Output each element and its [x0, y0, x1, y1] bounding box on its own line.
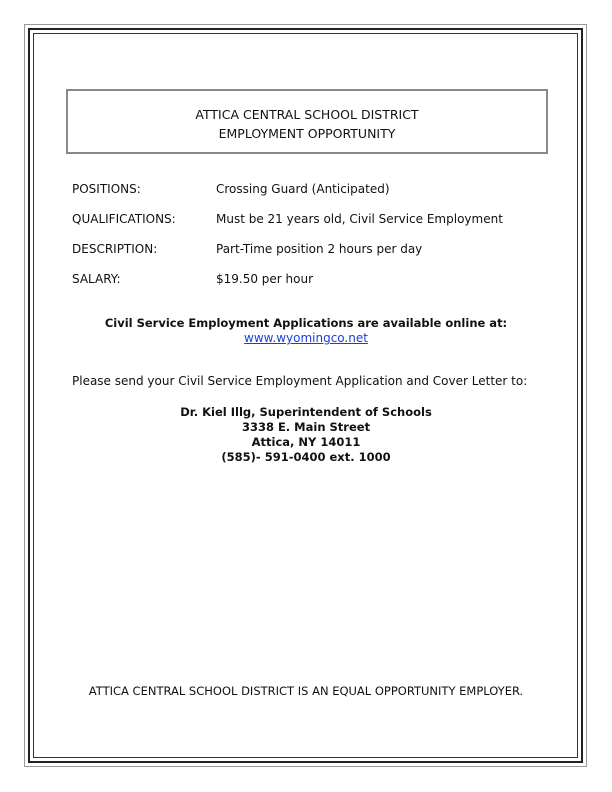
field-label: POSITIONS:: [72, 182, 141, 196]
field-value: Must be 21 years old, Civil Service Employment: [216, 212, 503, 226]
contact-name: Dr. Kiel Illg, Superintendent of Schools: [180, 405, 432, 419]
contact-phone: (585)- 591-0400 ext. 1000: [221, 450, 391, 464]
title-box: [66, 89, 548, 154]
contact-street: 3338 E. Main Street: [241, 420, 371, 434]
contact-city: Attica, NY 14011: [251, 435, 361, 449]
field-description: [72, 242, 423, 256]
title-line-2: EMPLOYMENT OPPORTUNITY: [218, 126, 396, 141]
field-positions: [72, 182, 390, 196]
field-label: DESCRIPTION:: [72, 242, 158, 256]
title-line-1: ATTICA CENTRAL SCHOOL DISTRICT: [195, 107, 419, 122]
field-salary: [72, 272, 314, 286]
field-label: SALARY:: [72, 272, 121, 286]
field-label: QUALIFICATIONS:: [72, 212, 176, 226]
eoe-footer: ATTICA CENTRAL SCHOOL DISTRICT IS AN EQUAL OPPORTUNITY EMPLOYER.: [88, 684, 524, 698]
field-value: Crossing Guard (Anticipated): [216, 182, 390, 196]
send-instructions: Please send your Civil Service Employment Application and Cover Letter to:: [72, 374, 528, 388]
website-link[interactable]: www.wyomingco.net: [244, 331, 368, 345]
field-value: $19.50 per hour: [216, 272, 314, 286]
field-qualifications: [72, 212, 503, 226]
online-notice: Civil Service Employment Applications are available online at:: [104, 316, 508, 330]
field-value: Part-Time position 2 hours per day: [216, 242, 423, 256]
